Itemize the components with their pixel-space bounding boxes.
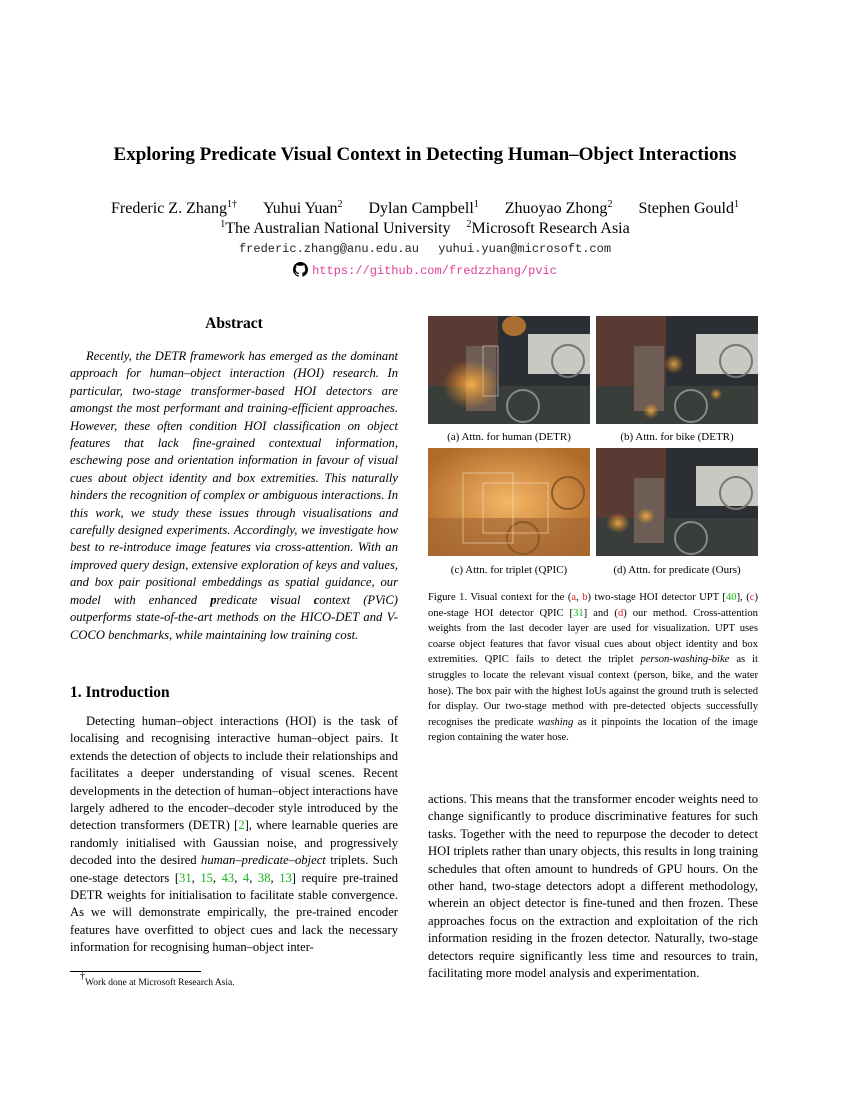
- paper-title: Exploring Predicate Visual Context in Detecting Human–Object Interactions: [113, 144, 737, 165]
- citation-link[interactable]: 15: [200, 870, 213, 885]
- figure-ref[interactable]: d: [617, 607, 624, 619]
- figure-panel-b-image: [596, 316, 758, 424]
- introduction-text: Detecting human–object interactions (HOI) is the task of localising and recognising interactive human–object pairs. It extends the detection of objects to include their relationships and facilitates a deeper understanding of visual scenes. Recent developments in the detection of human–object interactions have largely adhered to the encoder–decoder style introduced by the detection transformers (DETR) [2], where learnable queries are randomly initialised with Gaussian noise, and progressively decoded into the desired human–predicate–object triplets. Such one-stage detectors [31, 15, 43, 4, 38, 13] require pre-trained DETR weights for initialisation to facilitate stable convergence. As we will demonstrate empirically, the pre-trained encoder features have overfitted to object cues and lack the necessary information for recognising human–object inter-: [70, 714, 398, 955]
- figure-ref[interactable]: a: [571, 592, 577, 603]
- figure-panel-d-image: [596, 448, 758, 556]
- footnote-rule: [70, 971, 201, 972]
- author: Stephen Gould$^1$: [638, 199, 739, 217]
- citation-link[interactable]: 31: [179, 870, 192, 885]
- figure-panel-a-image: [428, 316, 590, 424]
- figure-ref[interactable]: c: [749, 592, 755, 603]
- subcaption-c: (c) Attn. for triplet (QPIC): [450, 564, 568, 576]
- subcaption-d: (d) Attn. for predicate (Ours): [613, 564, 741, 576]
- section-heading-introduction: 1. Introduction: [70, 684, 170, 701]
- github-url[interactable]: https://github.com/fredzzhang/pvic: [312, 264, 557, 278]
- abstract-heading: Abstract: [205, 315, 263, 332]
- github-link[interactable]: [0, 262, 850, 278]
- author-emails: [0, 242, 850, 256]
- subcaption-b: (b) Attn. for bike (DETR): [620, 431, 734, 443]
- subcaption-a: (a) Attn. for human (DETR): [447, 431, 571, 443]
- github-icon: [293, 262, 308, 277]
- email: yuhui.yuan@microsoft.com: [438, 242, 612, 256]
- author: Zhuoyao Zhong$^2$: [504, 199, 613, 217]
- body-text-right-column: actions. This means that the transformer encoder weights need to change significantly to produce discriminative features for such tasks. Together with the need to repurpose the decoder to detect HOI triplets rather than unary objects, this results in long training schedules that often amount to hundreds of GPU hours. On the other hand, two-stage detectors adopt a different methodology, wherein an object detector is fine-tuned and then frozen. These approaches focus on the extraction and exploitation of the rich information residing in the frozen detector. Naturally, two-stage detectors require significantly less time and resources to train, facilitating more model analysis and experimentation.: [428, 792, 758, 981]
- affiliation: $^2$Microsoft Research Asia: [466, 219, 630, 237]
- citation-link[interactable]: 2: [238, 818, 245, 833]
- citation-link[interactable]: 38: [257, 870, 271, 885]
- citation-link[interactable]: 43: [221, 870, 235, 885]
- citation-link[interactable]: 40: [725, 592, 737, 603]
- author-list: [0, 199, 850, 219]
- author: Yuhui Yuan$^2$: [262, 199, 343, 217]
- email: frederic.zhang@anu.edu.au: [238, 242, 419, 256]
- affiliation: $^1$The Australian National University: [220, 219, 451, 237]
- citation-link[interactable]: 13: [279, 870, 292, 885]
- citation-link[interactable]: 31: [573, 607, 584, 619]
- footnote: †Work done at Microsoft Research Asia.: [80, 971, 235, 988]
- figure-ref[interactable]: b: [582, 592, 588, 603]
- abstract-text: Recently, the DETR framework has emerged as the dominant approach for human–object interaction (HOI) research. In particular, two-stage transformer-based HOI detectors are amongst the most performant and training-efficient approaches. However, these often condition HOI classification on object features that lack fine-grained contextual information, eschewing pose and orientation information in favour of visual cues about object identity and box extremities. This naturally hinders the recognition of complex or ambiguous interactions. In this work, we study these issues through visualisations and carefully designed experiments. Accordingly, we investigate how best to re-introduce image features via cross-attention. With an improved query design, extensive exploration of keys and values, and box pair positional embeddings as spatial guidance, our model with enhanced predicate visual context (PViC) outperforms state-of-the-art methods on the HICO-DET and V-COCO benchmarks, while maintaining low training cost.: [70, 349, 398, 642]
- figure-panel-c-image: [428, 448, 590, 556]
- citation-link[interactable]: 4: [242, 870, 250, 885]
- affiliations: [0, 219, 850, 239]
- author: Frederic Z. Zhang$^{1\dagger}$: [111, 199, 237, 217]
- figure-caption: Figure 1. Visual context for the (a, b) two-stage HOI detector UPT [40], (c) one-stage HOI detector QPIC [31] and (d) our method. Cross-attention weights from the last decoder layer are used for visualization. UPT uses coarse object features that favor visual cues about object identity and box extremities. QPIC fails to detect the triplet person-washing-bike as it struggles to locate the relevant visual context (person, bike, and the water hose). The box pair with the highest IoUs against the ground truth is selected for display. Our two-stage method with pre-detected objects successfully recognises the predicate washing as it pinpoints the location of the image region containing the water hose.: [428, 592, 759, 744]
- author: Dylan Campbell$^1$: [368, 199, 479, 217]
